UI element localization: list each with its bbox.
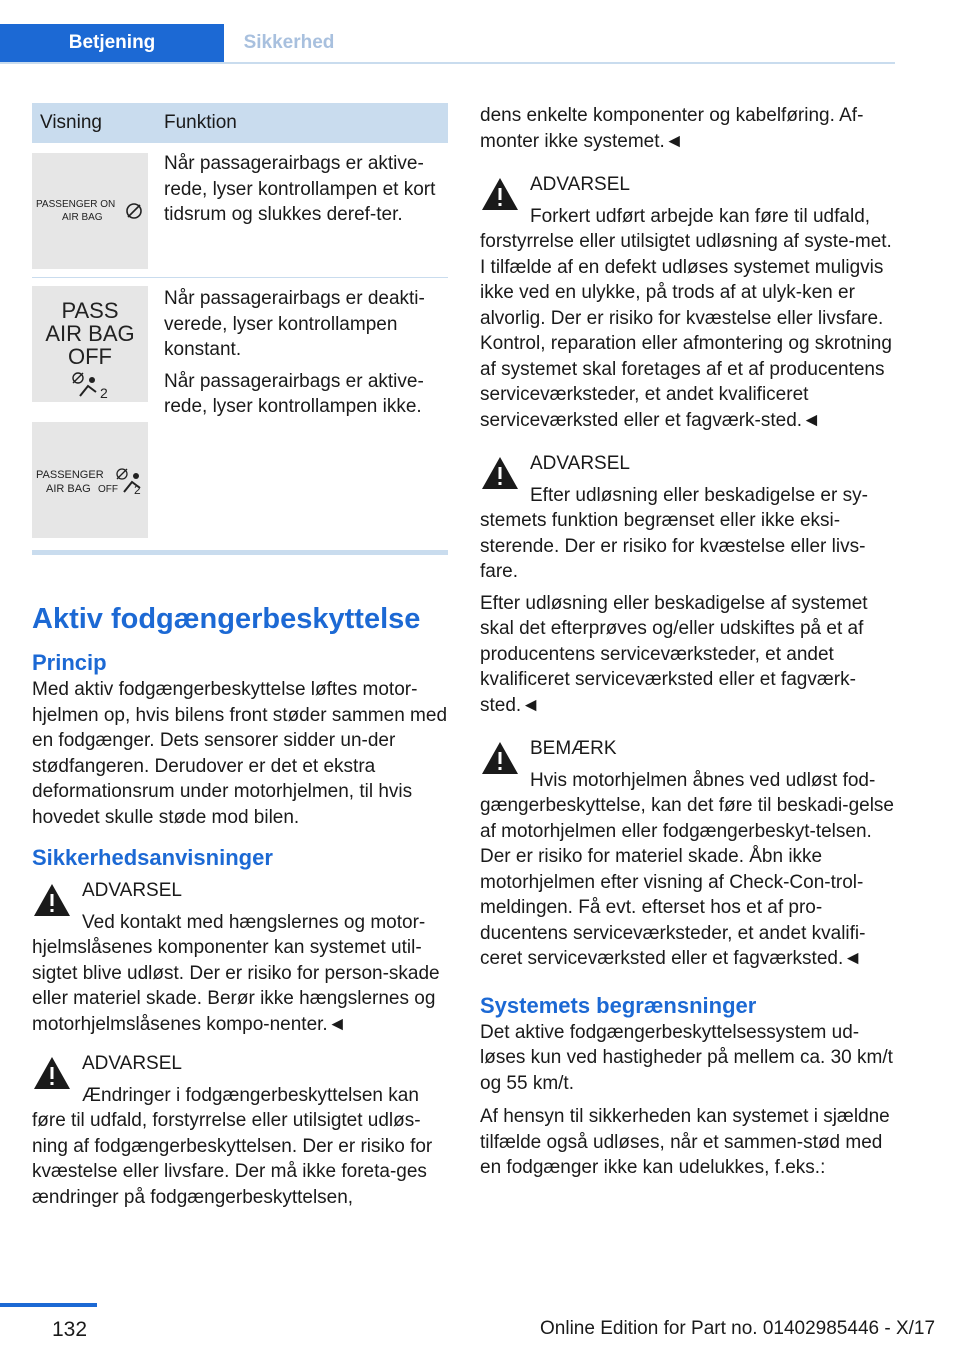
table-cell: Når passagerairbags er deakti-verede, lyser kontrollampen konstant. Når passagerairbags er aktive-rede, lyser kontrollampen ikke. [164,288,425,417]
svg-text:2: 2 [100,385,108,401]
pass-airbag-off-indicator [32,286,148,402]
warning-block: ADVARSEL Ved kontakt med hængslernes og motor-hjelmslåsenes komponenter kan systemet util-sigtet blive udløst. Der er risiko for person-skade eller materiel skade. Berør ikke hængslernes og motorhjelmslåsenes kompo-nenter.◄ [32,880,440,1035]
passenger-airbag-on-indicator [32,153,148,269]
safety-heading: Sikkerhedsanvisninger [32,845,273,870]
warning-triangle-icon [480,740,520,776]
continued-text: dens enkelte komponenter og kabelføring. Af-monter ikke systemet.◄ [480,105,864,152]
limits-heading: Systemets begrænsninger [480,992,757,1018]
left-column [32,103,448,1210]
tab-sikkerhed[interactable]: Sikkerhed [224,24,354,62]
warning-triangle-icon [480,455,520,491]
table-bottom-rule [32,550,448,555]
table-cell: Når passagerairbags er aktive-rede, lyser kontrollampen et kort tidsrum og slukkes deref-ter. [156,143,448,278]
section-title: Aktiv fodgængerbeskyttelse [32,603,421,635]
svg-text:OFF: OFF [68,344,112,369]
warning-triangle-icon [32,882,72,918]
warning-block: ADVARSEL Ændringer i fodgængerbeskyttelsen kan føre til udfald, forstyrrelse eller utilsigtet udløs-ning af fodgængerbeskyttelsen. Der er risiko for kvæstelse eller livsfare. Der må ikke foreta-ges ændringer på fodgængerbeskyttelsen, [32,1053,433,1208]
table-row [32,278,448,547]
tab-betjening[interactable]: Betjening [0,24,224,62]
svg-text:2: 2 [134,483,141,497]
svg-text:OFF: OFF [98,484,118,495]
warning-block: ADVARSEL Efter udløsning eller beskadigelse er sy-stemets funktion begrænset eller ikke eksi-sterende. Der er risiko for kvæstelse eller livs-fare. [480,453,868,582]
edition-footer: Online Edition for Part no. 01402985446 - X/17 [540,1318,936,1339]
indicator-table [32,103,448,546]
limits-text: Det aktive fodgængerbeskyttelsessystem ud-løses kun ved hastigheder på mellem ca. 30 km/t og 55 km/t. [480,1021,893,1094]
svg-text:AIR BAG: AIR BAG [45,321,135,346]
page-number: 132 [52,1318,88,1341]
warning-block: ADVARSEL Forkert udført arbejde kan føre til udfald, forstyrrelse eller utilsigtet udløsning af syste-met. I tilfælde af en defekt udløses systemet muligvis ikke ved en ulykke, på trods af at ulyk-ken er alvorlig. Der er risiko for kvæstelse eller livsfare. Kontrol, reparation eller afmontering og skrotning af systemet skal foretages af et af producentens serviceværksteder, et andet kvalificeret serviceværksted eller et fagværk-sted.◄ [480,174,892,431]
warning-triangle-icon [480,176,520,212]
warning-triangle-icon [32,1055,72,1091]
svg-text:PASSENGER: PASSENGER [36,469,104,481]
table-header-funktion: Funktion [156,103,448,143]
principle-text: Med aktiv fodgængerbeskyttelse løftes motor-hjelmen op, hvis bilens front støder sammen med en fodgænger. Dets sensorer sidder un-der stødfangeren. Derudover er det et ekstra deformationsrum under motorhjelmen, til hvis hovedet skulle støde mod bilen. [32,679,448,828]
svg-text:AIR BAG: AIR BAG [62,212,103,223]
svg-text:PASSENGER ON: PASSENGER ON [36,199,116,210]
header-tabs [0,24,895,64]
table-row [32,143,448,278]
svg-text:AIR BAG: AIR BAG [46,483,91,495]
notice-block: BEMÆRK Hvis motorhjelmen åbnes ved udløst fod-gængerbeskyttelse, kan det føre til beskadi-gelse af motorhjelmen eller fodgængerbeskyt-telsen. Der er risiko for materiel skade. Åbn ikke motorhjelmen efter visning af Check-Con-trol-meldingen. Få evt. efterset hos et af pro-ducentens serviceværksteder, et andet kvalifi-ceret serviceværksted eller et fagværksted.◄ [480,738,894,969]
footer-rule [0,1303,97,1307]
principle-heading: Princip [32,650,107,675]
svg-text:PASS: PASS [61,298,119,323]
right-column [480,103,895,1181]
warning-continuation: Efter udløsning eller beskadigelse af systemet skal det efterprøves og/eller udskiftes på et af producentens serviceværksteder, et andet kvalificeret serviceværksted eller et fagværk-sted.◄ [480,592,868,716]
table-header-visning: Visning [32,103,156,143]
passenger-airbag-off-indicator [32,422,148,538]
limits-text-2: Af hensyn til sikkerheden kan systemet i sjældne tilfælde også udløses, når et sammen-stød med en fodgænger ikke kan udelukkes, f.eks.: [480,1106,890,1178]
